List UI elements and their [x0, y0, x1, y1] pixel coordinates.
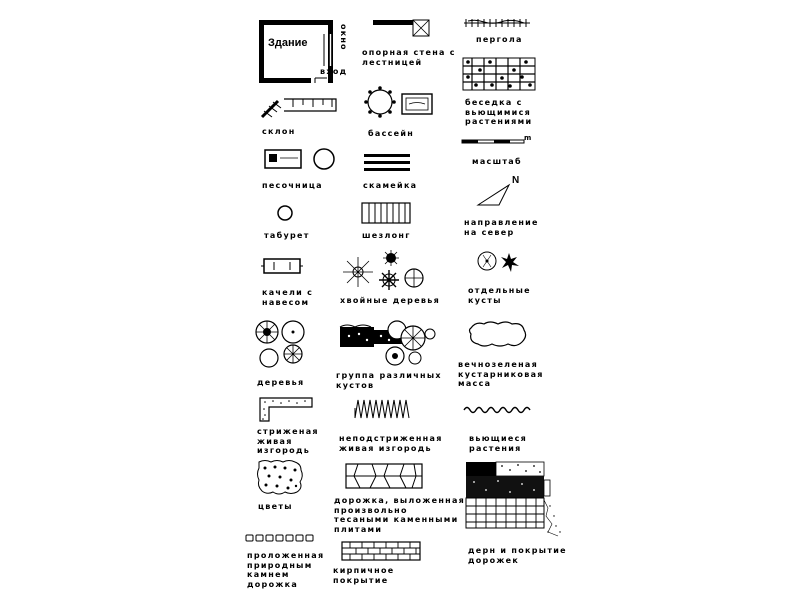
- north-arrow-symbol: [475, 180, 515, 210]
- slope-label: склон: [262, 127, 296, 136]
- swing-symbol: [260, 254, 310, 280]
- window-label: окно: [339, 24, 348, 51]
- evergreen-mass-symbol: [466, 318, 530, 350]
- trees-label: деревья: [257, 378, 305, 387]
- sandbox-label: песочница: [262, 181, 323, 190]
- brick-paving-symbol: [340, 540, 424, 562]
- flowers-symbol: [255, 458, 307, 498]
- swing-label: качели с навесом: [262, 288, 314, 307]
- conifers-symbol: [342, 250, 432, 292]
- shrub-group-label: группа различных кустов: [336, 371, 442, 390]
- flowers-label: цветы: [258, 502, 293, 511]
- trimmed-hedge-symbol: [257, 395, 317, 425]
- pergola-label: пергола: [476, 35, 523, 44]
- lounger-symbol: [360, 201, 414, 227]
- retaining-wall-symbol: [370, 17, 434, 41]
- conifers-label: хвойные деревья: [340, 296, 441, 305]
- turf-paving-label: дерн и покрытие дорожек: [468, 546, 567, 565]
- brick-paving-label: кирпичное покрытие: [333, 566, 395, 585]
- shrub-group-symbol: [337, 318, 439, 368]
- trees-symbol: [253, 318, 313, 373]
- natural-stone-path-label: проложенная природным камнем дорожка: [247, 551, 325, 589]
- single-shrubs-symbol: [475, 248, 525, 278]
- bench-label: скамейка: [363, 181, 418, 190]
- lounger-label: шезлонг: [362, 231, 411, 240]
- north-direction-label: направление на север: [464, 218, 539, 237]
- evergreen-mass-label: вечнозеленая кустарниковая масса: [458, 360, 544, 388]
- untrimmed-hedge-symbol: [352, 396, 414, 424]
- bench-symbol: [362, 151, 412, 175]
- slope-symbol: [260, 95, 342, 121]
- natural-stone-path-symbol: [244, 532, 324, 546]
- pool-symbol: [362, 86, 442, 122]
- entrance-label: вход: [320, 67, 348, 76]
- stone-path-label: дорожка, выложенная произвольно тесаными каменными плитами: [334, 496, 466, 534]
- building-label: Здание: [268, 37, 308, 49]
- gazebo-label: беседка с вьющимися растениями: [465, 98, 533, 126]
- untrimmed-hedge-label: неподстриженная живая изгородь: [339, 434, 443, 453]
- stool-label: табурет: [264, 231, 310, 240]
- single-shrubs-label: отдельные кусты: [468, 286, 531, 305]
- retaining-wall-label: опорная стена с лестницей: [362, 48, 456, 67]
- climbers-label: вьющиеся растения: [469, 434, 528, 453]
- scale-symbol: [460, 136, 530, 148]
- sandbox-symbol: [262, 147, 342, 175]
- scale-unit: m: [524, 134, 533, 142]
- gazebo-symbol: [460, 55, 540, 95]
- scale-label: масштаб: [472, 157, 522, 166]
- stone-path-symbol: [344, 462, 424, 492]
- stool-symbol: [276, 204, 296, 224]
- pergola-symbol: [462, 16, 534, 30]
- trimmed-hedge-label: стриженая живая изгородь: [257, 427, 319, 455]
- climbers-symbol: [462, 402, 534, 418]
- turf-paving-symbol: [462, 460, 564, 540]
- north-letter: N: [512, 175, 520, 186]
- pool-label: бассейн: [368, 129, 415, 138]
